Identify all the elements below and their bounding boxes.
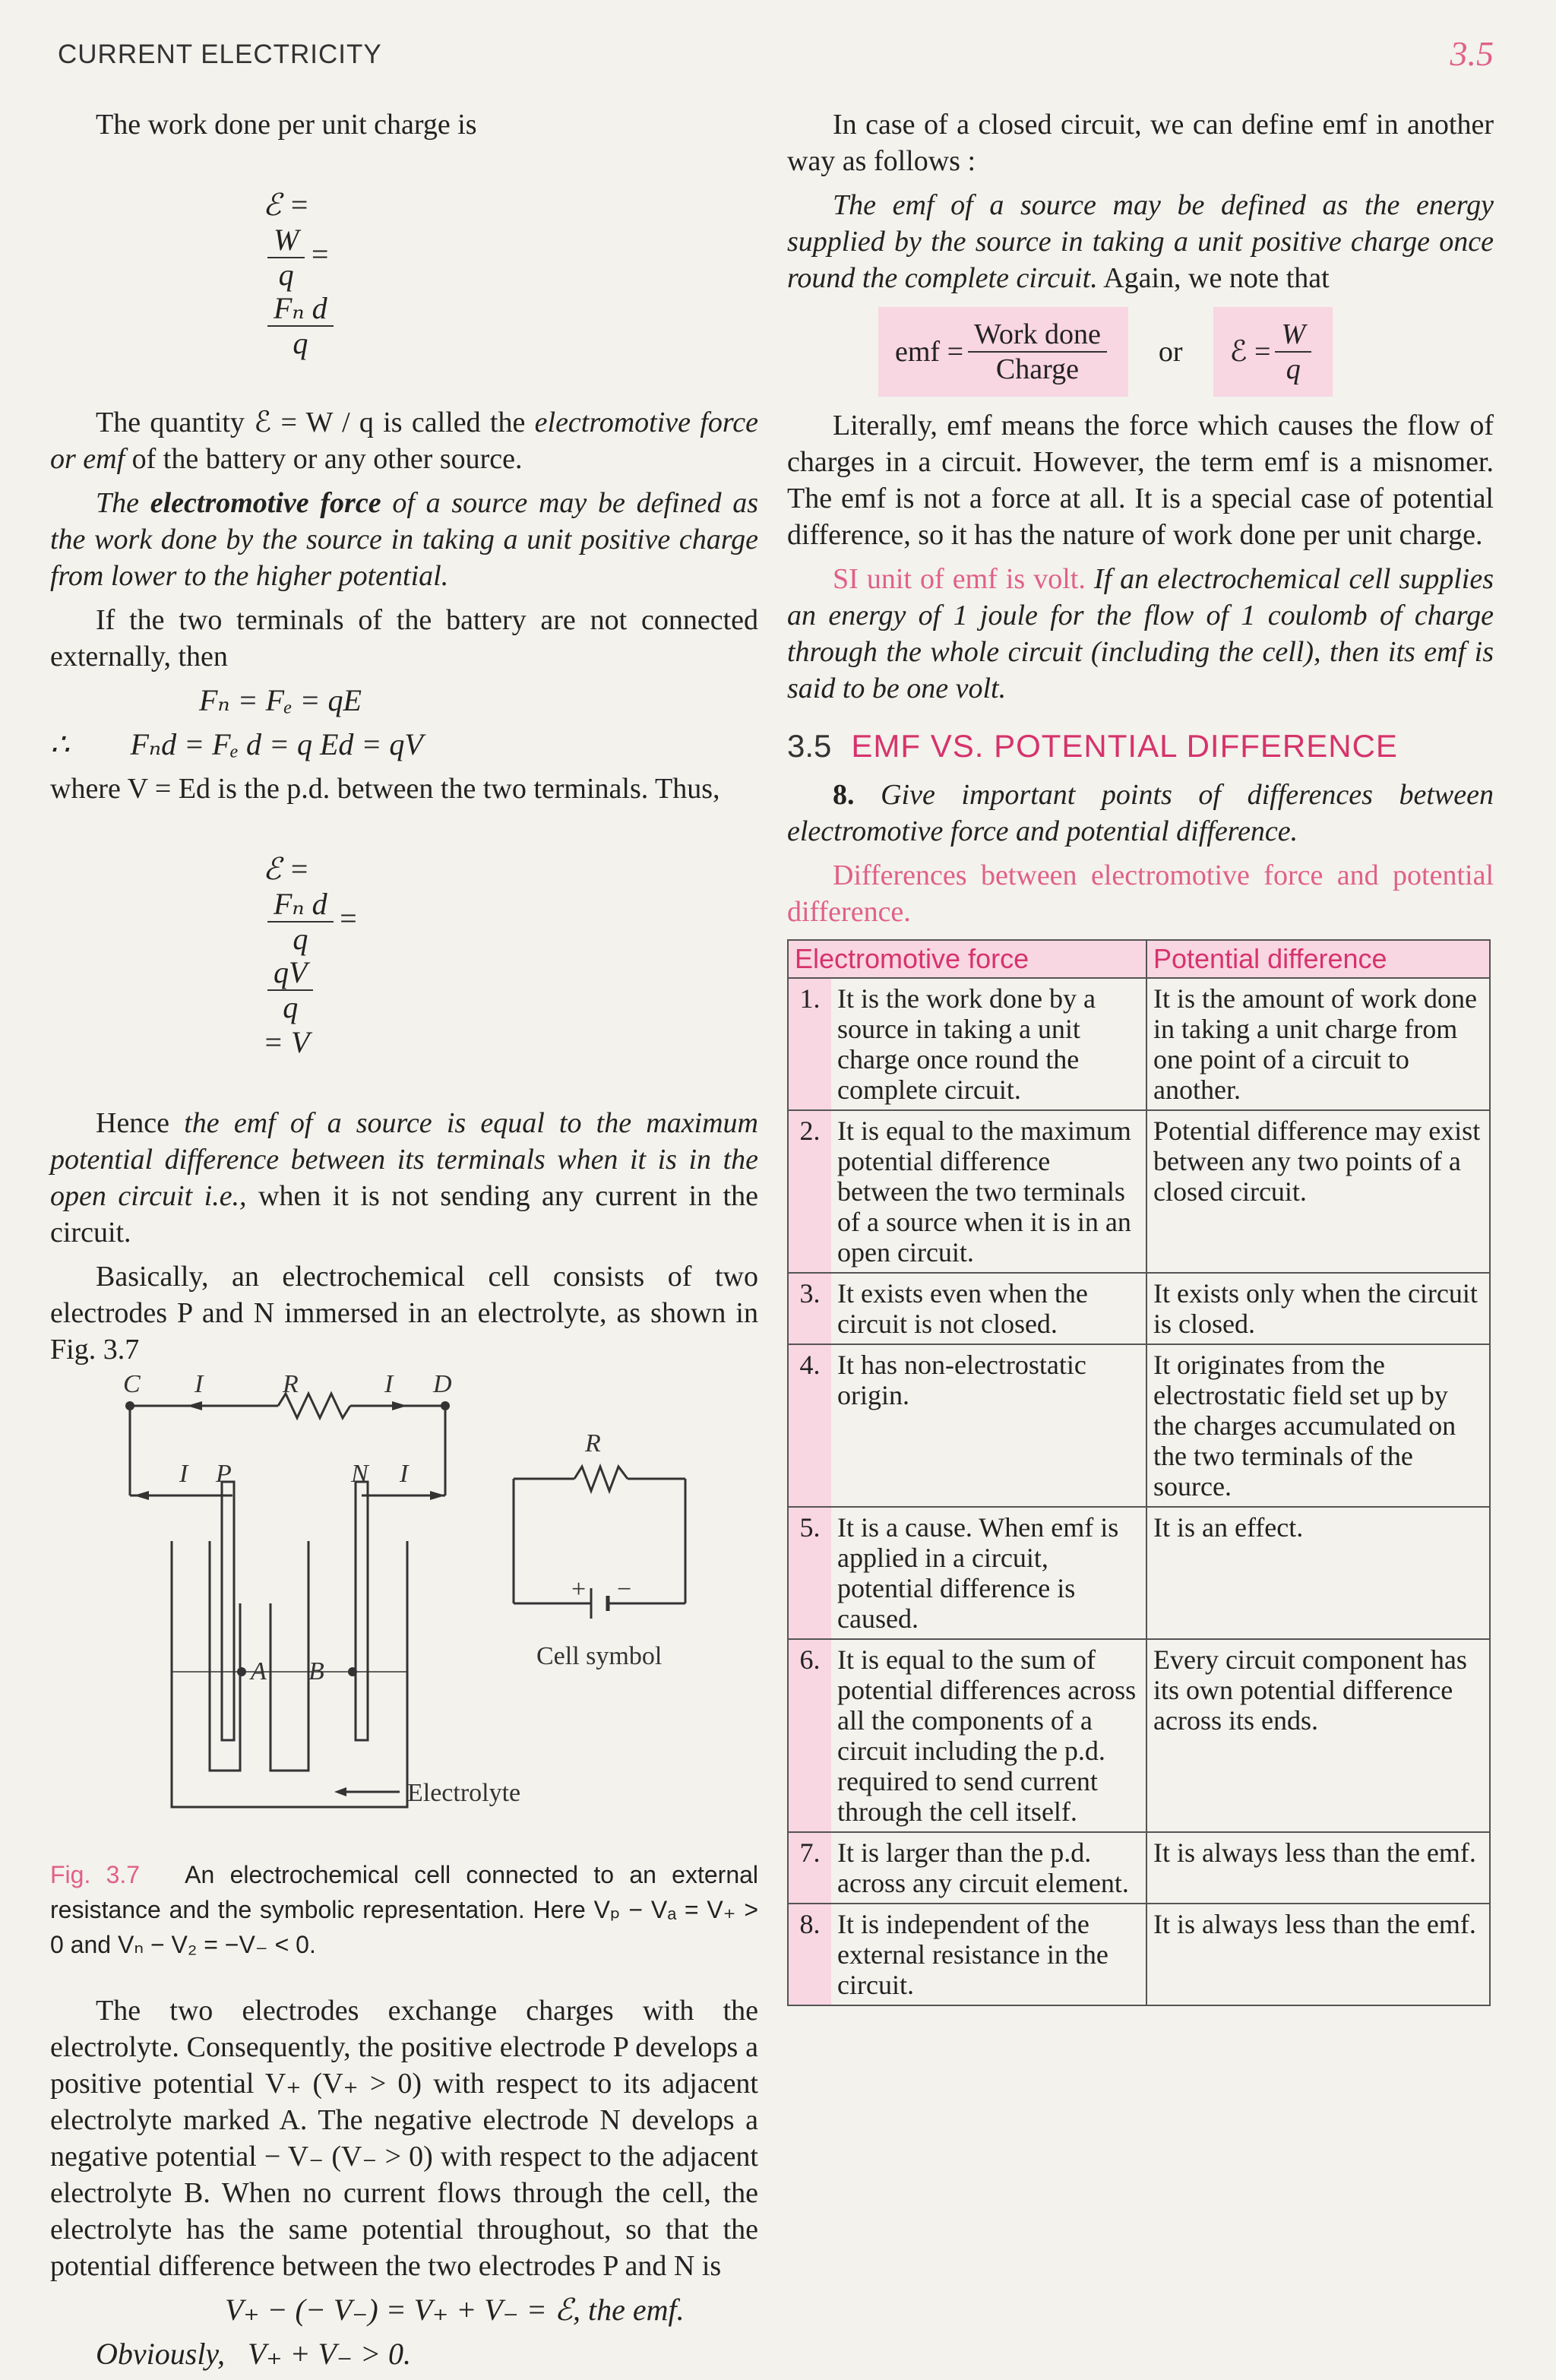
- paragraph: The quantity ℰ = W / q is called the electromotive force or emf of the battery or any other source.: [50, 407, 758, 475]
- label-resistance: R: [283, 1375, 299, 1398]
- table-row: 6. It is equal to the sum of potential differences across all the components of a circuit including the p.d. required to send current through the cell itself. Every circuit component has its own potential difference across its ends.: [788, 1639, 1490, 1832]
- table-row: 4. It has non-electrostatic origin. It originates from the electrostatic field set up by the charges accumulated on the two terminals of the source.: [788, 1344, 1490, 1507]
- paragraph: SI unit of emf is volt. If an electrochemical cell supplies an energy of 1 joule for the flow of 1 coulomb of charge through the whole circuit (including the cell), then its emf is said to be one volt.: [787, 563, 1494, 704]
- figure-number: Fig. 3.7: [50, 1861, 141, 1888]
- label-current: I: [194, 1375, 204, 1398]
- paragraph: If the two terminals of the battery are not connected externally, then: [50, 604, 758, 673]
- label-c: C: [123, 1375, 141, 1398]
- equation-emf-voltage: ℰ = $\frac{\text{Fₙ d}}{q}$ = $\frac{qV}{q}$ = V: [263, 852, 359, 1059]
- answer-heading: Differences between electromotive force and potential difference.: [787, 859, 1494, 928]
- equation: Obviously, V₊ + V₋ > 0.: [96, 2337, 412, 2371]
- fraction: $\frac{\text{Fₙ d}}{q}$: [267, 888, 334, 956]
- paragraph: The two electrodes exchange charges with the electrolyte. Consequently, the positive electrode P develops a positive potential V₊ (V₊ > 0) with respect to its adjacent electrolyte marked A. The negative electrode N develops a negative potential − V₋ (V₋ > 0) with respect to the adjacent electrolyte B. When no current flows through the cell, the electrolyte has the same potential throughout, so that the potential difference between the two electrodes P and N is: [50, 1995, 758, 2282]
- label-current: I: [179, 1460, 188, 1488]
- fraction: $\frac{\text{Work done}}{\text{Charge}}$: [968, 318, 1107, 386]
- cell-diagram: [50, 1375, 758, 1847]
- label-current: I: [384, 1375, 394, 1398]
- table-row: 8. It is independent of the external resistance in the circuit. It is always less than the emf.: [788, 1904, 1490, 2005]
- fraction: $\frac{W}{q}$: [1275, 318, 1311, 386]
- fraction: $\frac{qV}{q}$: [267, 956, 313, 1024]
- question: 8. Give important points of differences between electromotive force and potential difference.: [787, 779, 1494, 847]
- paragraph: Literally, emf means the force which causes the flow of charges in a circuit. However, the term emf is a misnomer. The emf is not a force at all. It is a special case of potential difference, so it has the nature of work done per unit charge.: [787, 410, 1494, 551]
- table-header-row: [788, 940, 1490, 978]
- label-d: D: [433, 1375, 452, 1398]
- formula-box: emf = $\frac{\text{Work done}}{\text{Charge}}$: [878, 307, 1128, 397]
- equation-emf-sum: V₊ − (− V₋) = V₊ + V₋ = ℰ, the emf.: [225, 2293, 685, 2327]
- equation: ∴ Fₙd = Fₑ d = q Ed = qV: [50, 727, 423, 761]
- electrolyte-label: Electrolyte: [407, 1779, 521, 1807]
- equation: Fₙ = Fₑ = qE: [199, 683, 362, 717]
- label-resistance: R: [585, 1429, 601, 1457]
- label-current: I: [400, 1460, 409, 1488]
- fraction: $\frac{W}{q}$: [267, 223, 305, 292]
- paragraph: In case of a closed circuit, we can define emf in another way as follows :: [787, 109, 1494, 177]
- column-header: Electromotive force: [788, 940, 1146, 978]
- fraction: $\frac{\text{Fₙ d}}{q}$: [267, 292, 334, 360]
- definition-paragraph: The emf of a source may be defined as the energy supplied by the source in taking a unit positive charge once round the complete circuit. Again, we note that: [787, 189, 1494, 294]
- equation-emf-definition: ℰ = $\frac{W}{q}$ = $\frac{\text{Fₙ d}}{q}$: [232, 150, 758, 397]
- figure-caption: Fig. 3.7 An electrochemical cell connected to an external resistance and the symbolic representation. Here Vₚ − Vₐ = V₊ > 0 and Vₙ − V₂ = −V₋ < 0.: [50, 1861, 759, 1958]
- paragraph: Hence the emf of a source is equal to the maximum potential difference between its terminals when it is in the open circuit i.e., when it is not sending any current in the circuit.: [50, 1107, 758, 1249]
- table-row: 3. It exists even when the circuit is not closed. It exists only when the circuit is closed.: [788, 1273, 1490, 1344]
- paragraph: where V = Ed is the p.d. between the two terminals. Thus,: [50, 773, 720, 805]
- comparison-table: [787, 939, 1491, 2006]
- page-number: 3.5: [1450, 34, 1494, 73]
- running-header: CURRENT ELECTRICITY: [58, 40, 382, 69]
- table-row: 5. It is a cause. When emf is applied in a circuit, potential difference is caused. It is an effect.: [788, 1507, 1490, 1639]
- label-b: B: [308, 1657, 324, 1685]
- minus-sign: −: [617, 1575, 632, 1603]
- emf-formulas: [878, 307, 1494, 397]
- section-heading: 3.5 EMF VS. POTENTIAL DIFFERENCE: [787, 728, 1398, 764]
- left-column: [50, 106, 758, 2380]
- paragraph: The work done per unit charge is: [96, 109, 477, 141]
- right-column: [787, 106, 1494, 2006]
- table-row: 7. It is larger than the p.d. across any circuit element. It is always less than the emf.: [788, 1832, 1490, 1904]
- label-positive-electrode: P: [216, 1460, 232, 1488]
- definition-paragraph: The electromotive force of a source may be defined as the work done by the source in taking a unit positive charge from lower to the higher potential.: [50, 487, 758, 592]
- column-header: Potential difference: [1146, 940, 1490, 978]
- cell-symbol-label: Cell symbol: [536, 1642, 663, 1670]
- plus-sign: +: [571, 1575, 587, 1603]
- table-row: 2. It is equal to the maximum potential difference between the two terminals of a source when it is in an open circuit. Potential difference may exist between any two points of a closed circuit.: [788, 1110, 1490, 1273]
- or-text: or: [1158, 336, 1183, 368]
- figure-electrochemical-cell: [50, 1375, 758, 1847]
- formula-box: ℰ = $\frac{W}{q}$: [1213, 307, 1333, 397]
- label-negative-electrode: N: [351, 1460, 368, 1488]
- paragraph: Basically, an electrochemical cell consists of two electrodes P and N immersed in an electrolyte, as shown in Fig. 3.7: [50, 1261, 758, 1366]
- table-row: 1. It is the work done by a source in taking a unit charge once round the complete circuit. It is the amount of work done in taking a unit charge from one point of a circuit to another.: [788, 978, 1490, 1110]
- label-a: A: [251, 1657, 267, 1685]
